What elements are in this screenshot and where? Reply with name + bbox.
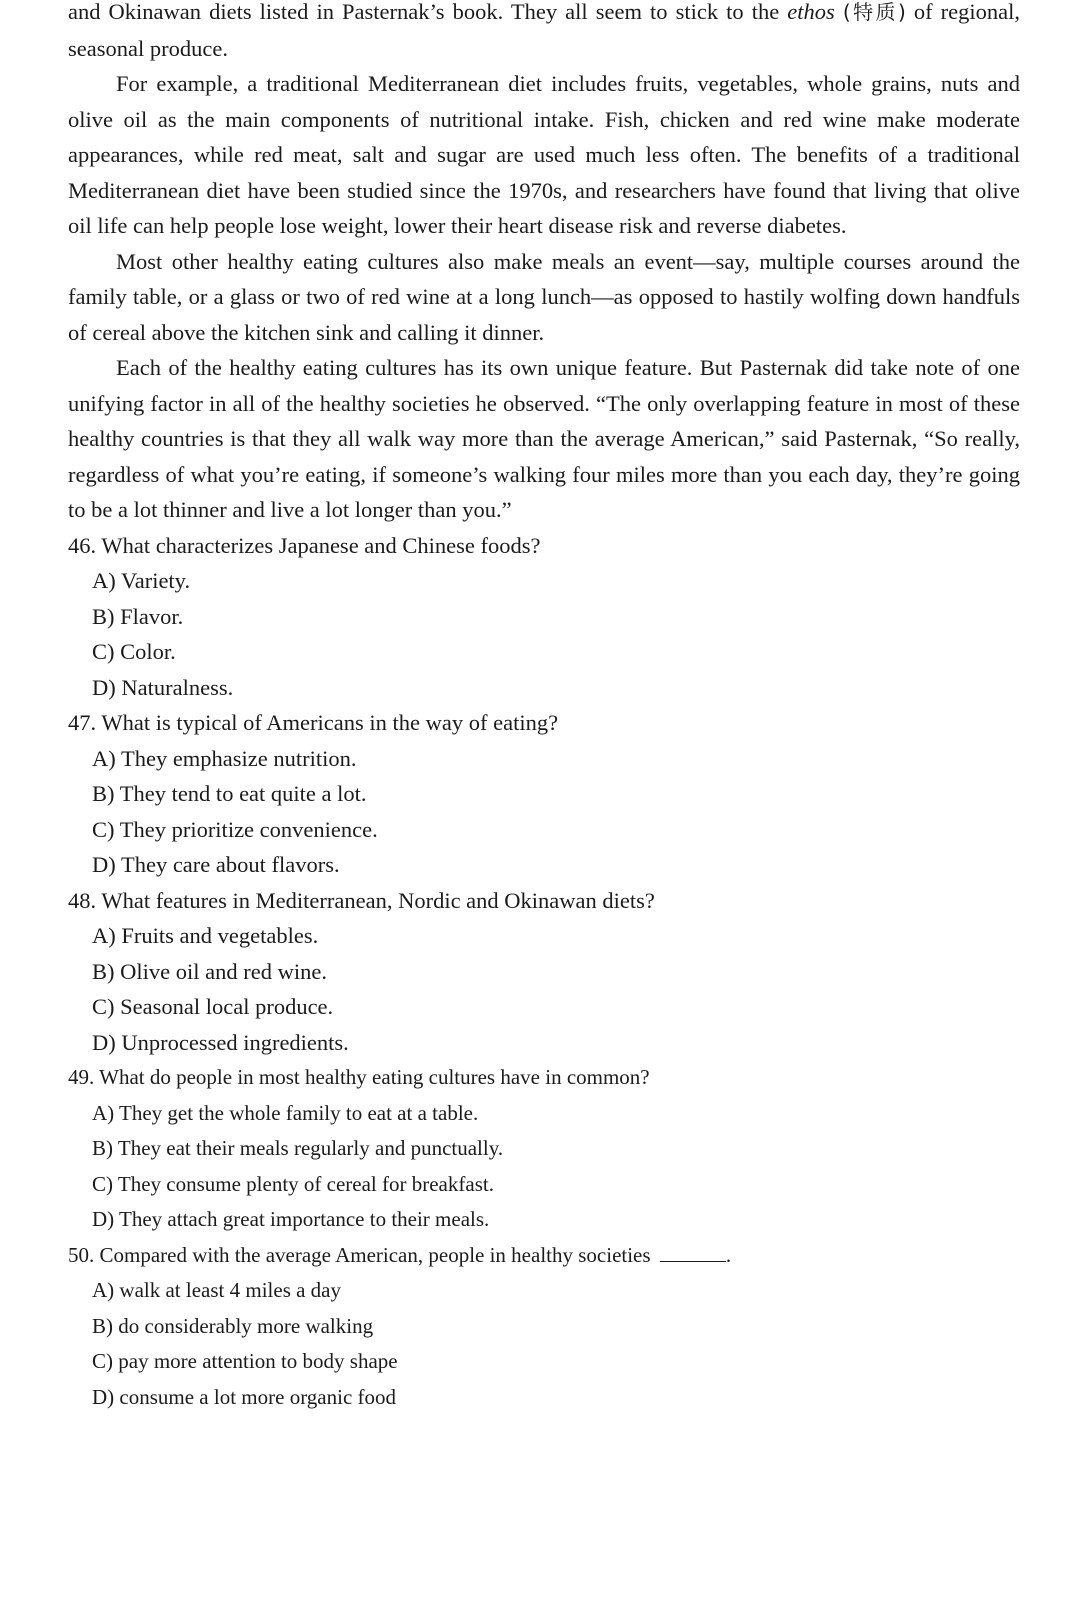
option-d[interactable]: D) consume a lot more organic food: [92, 1384, 397, 1409]
option-a[interactable]: A) Variety.: [92, 568, 191, 593]
ethos-gloss: (特质): [842, 0, 906, 24]
question-stem: 46. What characterizes Japanese and Chinese foods?: [68, 532, 541, 558]
option-list: [68, 918, 1020, 1060]
option-d[interactable]: D) They care about flavors.: [92, 852, 340, 877]
question-stem-row: [68, 1238, 1020, 1274]
option-list: [68, 563, 1020, 705]
option-a[interactable]: A) They emphasize nutrition.: [92, 745, 357, 771]
question-49: [68, 1060, 1020, 1238]
option-list: [68, 1096, 1020, 1238]
question-46: [68, 528, 1020, 706]
option-c[interactable]: C) Color.: [92, 639, 176, 664]
option-list: [68, 1273, 1020, 1415]
passage-text: and Okinawan diets listed in Pasternak’s book. They all seem to stick to the: [68, 0, 788, 24]
option-a[interactable]: A) walk at least 4 miles a day: [92, 1278, 342, 1302]
option-c[interactable]: C) They consume plenty of cereal for breakfast.: [92, 1171, 494, 1196]
question-stem: 50. Compared with the average American, people in healthy societies: [68, 1242, 651, 1267]
question-list: [68, 528, 1020, 1416]
option-a[interactable]: A) Fruits and vegetables.: [92, 923, 319, 948]
answer-blank[interactable]: [660, 1241, 726, 1262]
passage-paragraph-1: [68, 0, 1020, 66]
passage-text: of regional, seasonal produce.: [68, 0, 1020, 61]
option-c[interactable]: C) pay more attention to body shape: [92, 1349, 398, 1373]
option-b[interactable]: B) Flavor.: [92, 603, 184, 629]
stem-period: .: [725, 1242, 732, 1267]
option-d[interactable]: D) Naturalness.: [92, 674, 234, 700]
option-c[interactable]: C) They prioritize convenience.: [92, 816, 378, 842]
passage-paragraph-4: Each of the healthy eating cultures has its own unique feature. But Pasternak did take note of one unifying factor in all of the healthy societies he observed. “The only overlapping feature in most of these healthy countries is that they all walk way more than the average American,” said Pasternak, “So really, regardless of what you’re eating, if someone’s walking four miles more than you each day, they’re going to be a lot thinner and live a lot longer than you.”: [68, 355, 1020, 522]
question-stem: 49. What do people in most healthy eating cultures have in common?: [68, 1065, 650, 1089]
question-48: [68, 883, 1020, 1061]
option-d[interactable]: D) Unprocessed ingredients.: [92, 1029, 349, 1055]
passage-paragraph-2: For example, a traditional Mediterranean diet includes fruits, vegetables, whole grains, nuts and olive oil as the main components of nutritional intake. Fish, chicken and red wine make moderate appearances, while red meat, salt and sugar are used much less often. The benefits of a traditional Mediterranean diet have been studied since the 1970s, and researchers have found that living that olive oil life can help people lose weight, lower their heart disease risk and reverse diabetes.: [68, 71, 1020, 238]
option-b[interactable]: B) do considerably more walking: [92, 1313, 374, 1338]
option-b[interactable]: B) Olive oil and red wine.: [92, 958, 327, 984]
option-d[interactable]: D) They attach great importance to their meals.: [92, 1207, 490, 1231]
passage-paragraph-3: Most other healthy eating cultures also make meals an event—say, multiple courses around the family table, or a glass or two of red wine at a long lunch—as opposed to hastily wolfing down handfuls of cereal above the kitchen sink and calling it dinner.: [68, 248, 1020, 345]
option-list: [68, 741, 1020, 883]
option-c[interactable]: C) Seasonal local produce.: [92, 994, 334, 1019]
question-stem: 47. What is typical of Americans in the way of eating?: [68, 710, 559, 735]
option-b[interactable]: B) They eat their meals regularly and punctually.: [92, 1136, 504, 1160]
option-b[interactable]: B) They tend to eat quite a lot.: [92, 781, 367, 806]
reading-passage: [68, 0, 1020, 528]
question-47: [68, 705, 1020, 883]
question-stem: 48. What features in Mediterranean, Nordic and Okinawan diets?: [68, 887, 655, 913]
question-50: [68, 1238, 1020, 1416]
option-a[interactable]: A) They get the whole family to eat at a table.: [92, 1100, 479, 1125]
ethos-word: ethos: [787, 0, 835, 24]
